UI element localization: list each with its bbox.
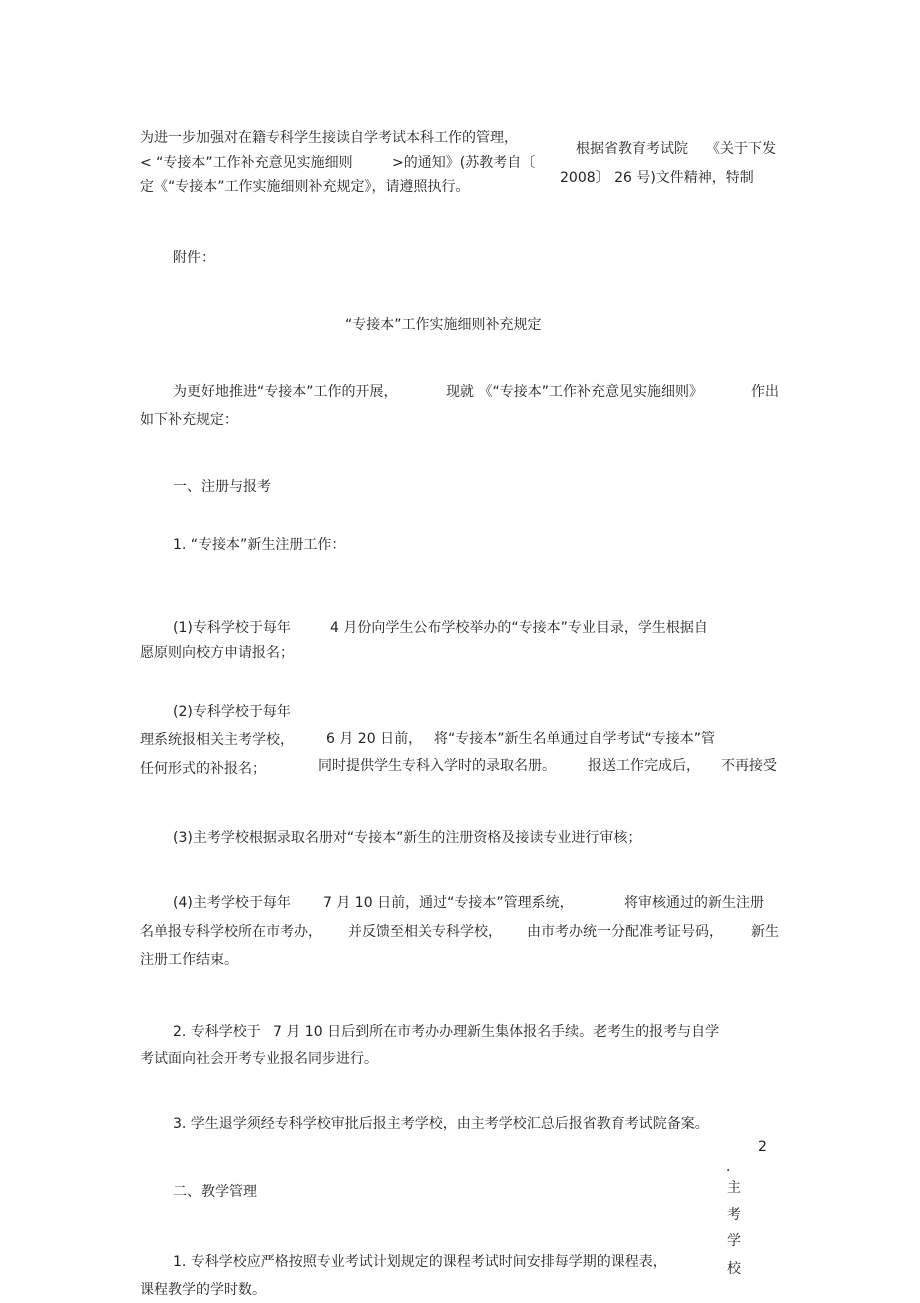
p4-line-2c: 由市考办统一分配准考证号码， — [527, 924, 723, 940]
item-2-line-1b: 7 月 10 日后到所在市考办办理新生集体报名手续。老考生的报考与自学 — [273, 1024, 720, 1040]
s2-item-1-line-1: 1. 专科学校应严格按照专业考试计划规定的课程考试时间安排每学期的课程表， — [173, 1254, 667, 1270]
margin-note-number: 2 — [758, 1139, 767, 1155]
p2-line-1a: (2)专科学校于每年 — [173, 704, 291, 720]
intro-right-1b: 《关于下发 — [706, 141, 776, 157]
intro-line-3: 定《“专接本”工作实施细则补充规定》，请遵照执行。 — [140, 179, 470, 195]
preface-line-1a: 为更好地推进“专接本”工作的开展， — [173, 384, 398, 400]
p3: (3)主考学校根据录取名册对“专接本”新生的注册资格及接读专业进行审核； — [173, 830, 642, 846]
intro-right-1a: 根据省教育考试院 — [576, 141, 688, 157]
p2-line-3d: 不再接受 — [721, 758, 777, 774]
section-2-heading: 二、教学管理 — [173, 1184, 257, 1200]
p1-line-1b: 4 月份向学生公布学校举办的“专接本”专业目录，学生根据自 — [330, 620, 708, 636]
p4-line-1c: 将审核通过的新生注册 — [624, 895, 764, 911]
margin-note-dot: ． — [726, 1159, 740, 1175]
s2-item-1-line-2: 课程教学的学时数。 — [140, 1282, 266, 1298]
item-2-line-1a: 2. 专科学校于 — [173, 1024, 261, 1040]
p4-line-1b: 7 月 10 日前，通过“专接本”管理系统， — [323, 895, 574, 911]
intro-line-1: 为进一步加强对在籍专科学生接读自学考试本科工作的管理， — [140, 130, 518, 146]
item-1-heading: 1. “专接本”新生注册工作： — [173, 537, 346, 553]
p4-line-2a: 名单报专科学校所在市考办， — [140, 924, 322, 940]
margin-note-char-3: 学 — [727, 1233, 741, 1249]
p4-line-1a: (4)主考学校于每年 — [173, 895, 291, 911]
p1-line-1a: (1)专科学校于每年 — [173, 620, 291, 636]
margin-note-char-4: 校 — [727, 1261, 741, 1277]
p2-line-3a: 任何形式的补报名； — [140, 761, 266, 777]
p2-line-3c: 报送工作完成后， — [588, 758, 700, 774]
item-2-line-2: 考试面向社会开考专业报名同步进行。 — [140, 1051, 378, 1067]
p1-line-2: 愿原则向校方申请报名； — [140, 645, 294, 661]
p4-line-2d: 新生 — [751, 924, 779, 940]
p2-line-2b: 6 月 20 日前， — [326, 731, 423, 747]
preface-line-1b: 现就 《“专接本”工作补充意见实施细则》 — [446, 384, 703, 400]
intro-right-2: 2008〕 26 号)文件精神，特制 — [560, 170, 754, 186]
preface-line-2: 如下补充规定： — [140, 412, 238, 428]
section-1-heading: 一、注册与报考 — [173, 479, 271, 495]
margin-note-char-1: 主 — [727, 1180, 741, 1196]
preface-line-1c: 作出 — [751, 384, 779, 400]
intro-line-2b: >的通知》(苏教考自〔 — [392, 155, 536, 171]
attachment-label: 附件： — [173, 250, 215, 266]
doc-title: “专接本”工作实施细则补充规定 — [345, 317, 542, 333]
margin-note-char-2: 考 — [727, 1207, 741, 1223]
intro-line-2a: < “专接本”工作补充意见实施细则 — [140, 155, 353, 171]
p2-line-3b: 同时提供学生专科入学时的录取名册。 — [318, 758, 556, 774]
p2-line-2c: 将“专接本”新生名单通过自学考试“专接本”管 — [434, 731, 716, 747]
p4-line-3: 注册工作结束。 — [140, 952, 238, 968]
item-3: 3. 学生退学须经专科学校审批后报主考学校，由主考学校汇总后报省教育考试院备案。 — [173, 1116, 709, 1132]
p2-line-2a: 理系统报相关主考学校， — [140, 732, 294, 748]
p4-line-2b: 并反馈至相关专科学校， — [348, 924, 502, 940]
